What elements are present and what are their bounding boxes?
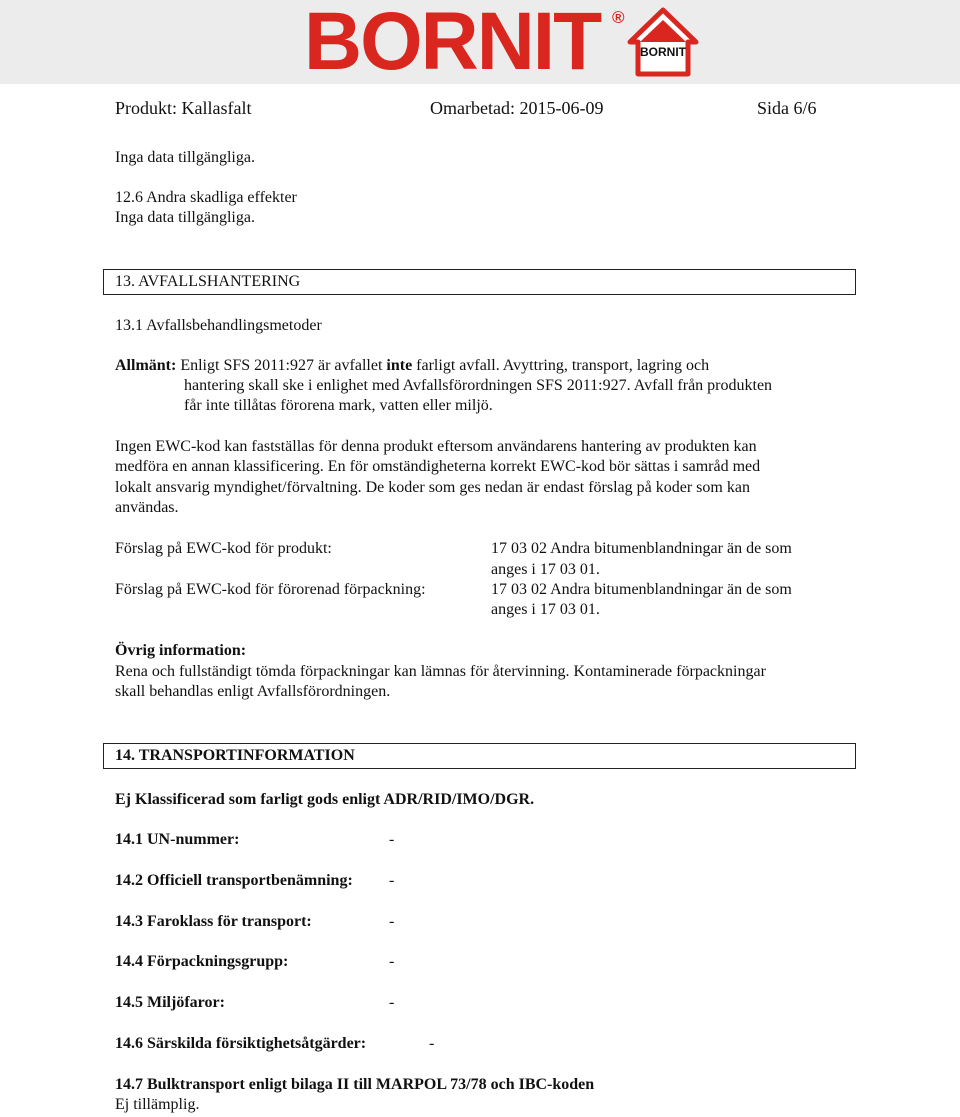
transport-item-label: 14.2 Officiell transportbenämning: [115, 872, 353, 889]
ewc-packaging-value-2: anges i 17 03 01. [491, 601, 600, 618]
ewc-product-value-2: anges i 17 03 01. [491, 561, 600, 578]
house-logo-icon [626, 6, 700, 78]
general-bold: inte [386, 357, 413, 374]
ewc-product-value-1: 17 03 02 Andra bitumenblandningar än de som [491, 540, 792, 557]
transport-item-label: 14.5 Miljöfaror: [115, 994, 225, 1011]
section-12-6-text: Inga data tillgängliga. [115, 209, 255, 226]
general-label: Allmänt: [115, 357, 177, 374]
bulk-transport-heading: 14.7 Bulktransport enligt bilaga II till MARPOL 73/78 och IBC-koden [115, 1076, 595, 1093]
transport-item-value: - [389, 872, 395, 889]
ewc-paragraph-line: medföra en annan klassificering. En för omständigheterna korrekt EWC-kod bör sättas i samråd med [115, 458, 761, 475]
transport-item-label: 14.6 Särskilda försiktighetsåtgärder: [115, 1035, 367, 1052]
brand-wordmark: BORNIT [304, 0, 601, 87]
registered-mark: ® [612, 8, 625, 27]
transport-item-value: - [389, 831, 395, 848]
other-info-line2: skall behandlas enligt Avfallsförordningen. [115, 683, 391, 700]
other-info-label: Övrig information: [115, 642, 247, 659]
transport-item-label: 14.4 Förpackningsgrupp: [115, 953, 289, 970]
ewc-packaging-value-1: 17 03 02 Andra bitumenblandningar än de som [491, 581, 792, 598]
section-13-heading: 13. AVFALLSHANTERING [115, 273, 301, 290]
ewc-product-label: Förslag på EWC-kod för produkt: [115, 540, 332, 557]
general-paragraph-line3: får inte tillåtas förorena mark, vatten eller miljö. [184, 397, 493, 414]
header-product: Produkt: Kallasfalt [115, 98, 252, 118]
transport-item-label: 14.3 Faroklass för transport: [115, 913, 312, 930]
transport-classification: Ej Klassificerad som farligt gods enligt ADR/RID/IMO/DGR. [115, 791, 535, 808]
general-pre: Enligt SFS 2011:927 är avfallet [176, 357, 387, 374]
general-paragraph-line2: hantering skall ske i enlighet med Avfallsförordningen SFS 2011:927. Avfall från produkten [184, 377, 773, 394]
ewc-paragraph-line: Ingen EWC-kod kan fastställas för denna produkt eftersom användarens hantering av produkten kan [115, 438, 757, 455]
transport-item-value: - [429, 1035, 435, 1052]
transport-item-value: - [389, 994, 395, 1011]
transport-item-value: - [389, 913, 395, 930]
general-post: farligt avfall. Avyttring, transport, lagring och [412, 357, 710, 374]
header-revised: Omarbetad: 2015-06-09 [430, 98, 604, 118]
transport-item-label: 14.1 UN-nummer: [115, 831, 240, 848]
house-logo-text: BORNIT [640, 45, 686, 59]
intro-text: Inga data tillgängliga. [115, 149, 255, 166]
ewc-paragraph-line: användas. [115, 499, 179, 516]
bulk-transport-text: Ej tillämplig. [115, 1096, 200, 1113]
ewc-packaging-label: Förslag på EWC-kod för förorenad förpackning: [115, 581, 426, 598]
header-page-number: Sida 6/6 [757, 98, 817, 118]
section-12-6-heading: 12.6 Andra skadliga effekter [115, 189, 297, 206]
section-13-1-heading: 13.1 Avfallsbehandlingsmetoder [115, 317, 322, 334]
ewc-paragraph-line: lokalt ansvarig myndighet/förvaltning. De koder som ges nedan är endast förslag på koder som kan [115, 479, 750, 496]
transport-item-value: - [389, 953, 395, 970]
other-info-line1: Rena och fullständigt tömda förpackningar kan lämnas för återvinning. Kontaminerade förpackningar [115, 663, 766, 680]
section-14-heading: 14. TRANSPORTINFORMATION [115, 747, 355, 764]
general-paragraph-line1 [115, 356, 709, 376]
